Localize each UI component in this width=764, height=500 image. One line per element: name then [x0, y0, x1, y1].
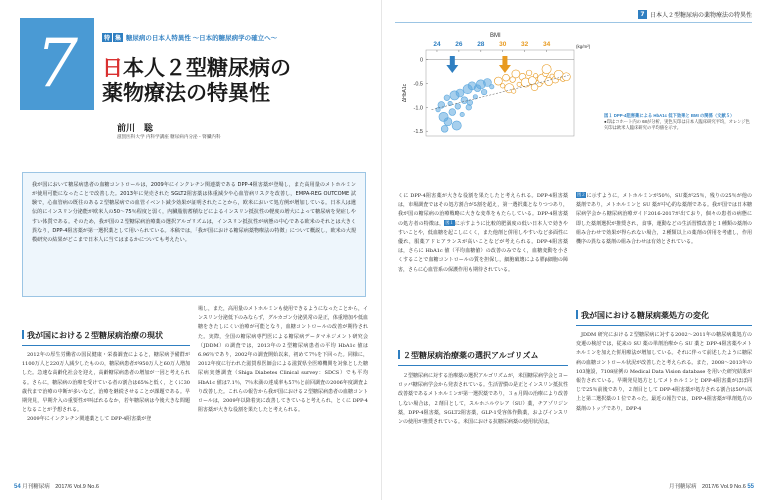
page-spine	[381, 0, 382, 500]
heading-bar	[22, 330, 24, 339]
y-tick-label: -1.0	[413, 105, 423, 112]
x-tick-label: 28	[477, 41, 485, 48]
scatter-point	[512, 70, 520, 78]
scatter-point	[531, 84, 538, 91]
x-tick-label: 34	[542, 41, 551, 48]
scatter-point	[526, 70, 532, 76]
body-column-2	[198, 305, 368, 477]
arrow-head	[499, 65, 511, 73]
x-axis-label: BMI	[490, 33, 501, 39]
chart-svg	[398, 28, 603, 146]
scatter-point	[455, 104, 461, 110]
x-tick-label: 24	[433, 41, 441, 48]
scatter-point	[481, 89, 487, 95]
section-heading-algorithm	[398, 350, 539, 361]
scatter-point	[444, 118, 452, 126]
title-line2: 薬物療法の特異性	[102, 81, 270, 105]
body-column-3-top	[398, 192, 568, 342]
paragraph-text: に示すように比較的肥満度の低い日本人で効きやすいことや，低血糖を起こしにくく，また他剤と併用しやすいなど多面性に優れ，服薬アドヒアランスが高いことなどが考えられる。DPP-4阻害薬は，さらに HbA1c 値（平均血糖値）の改善のみでなく，血糖変動を小さくすることで血糖コントロールの質を担保し，細胞破壊による膵β細胞の障害，さらに心血管系の保護作用も期待されている。	[398, 220, 568, 273]
section-rule	[22, 345, 190, 346]
arrow-shaft	[502, 56, 507, 65]
scatter-point	[452, 121, 461, 130]
scatter-point	[444, 95, 450, 101]
heading-bar	[398, 350, 400, 359]
figure-ref-2: 図２	[577, 192, 586, 197]
paragraph: JDDM 研究における２型糖尿病に対する2002～2011年の糖尿病薬処方の変遷の検討では，従来の SU 薬の単剤治療から SU 薬と DPP-4阻害薬やメトホルミンを加えた併用療法が増加している。それに伴って前述したように糖尿病の血糖コントロール状況が改善したと考えられる。また，2008～2013年の103施設，7108症例の Medical Data Vision database を用いた研究結果が報告されている。早期発見処方としてメトホルミンと DPP-4阻害薬がほぼ同じで25％前後であり，２剤目として DPP-4阻害薬が処方される割合は50％以上と第二選択薬の１位であった。最近の報告では，DPP-4阻害薬が単剤処方の薬剤のトップであり，DPP-4	[576, 332, 752, 412]
figure-caption	[604, 113, 754, 132]
scatter-point	[460, 112, 464, 116]
paragraph: ２型糖尿病に対する治療薬の選択アルゴリズムが，米国糖尿病学会とヨーロッパ糖尿病学会から発表されている。生活習慣の是正とインスリン抵抗性改善薬であるメトホルミンが第一選択薬であり，３ヵ月間の治療により改善しない場合は，２剤目として，スルホニルウレア（SU）薬，チアゾリジン薬，DPP-4阻害薬，SGLT2阻害薬，GLP-1受容体作動薬，およびインスリンの使用が推奨されている。米国における抗糖尿病薬の使用状況は，	[398, 373, 568, 426]
scatter-point	[441, 125, 448, 132]
feature-tag-2: 集	[113, 33, 123, 42]
feature-tag-1: 特	[102, 33, 112, 42]
scatter-point	[533, 74, 537, 78]
scatter-point	[512, 89, 516, 93]
section-heading-current-status	[22, 330, 163, 341]
left-footer-text: 月刊糖尿病 2017/6 Vol.9 No.6	[22, 484, 99, 490]
heading-bar	[576, 310, 578, 319]
right-page-number: 55	[747, 484, 754, 490]
feature-series-text: 糖尿病の日本人特異性 ～日本的糖尿病学の確立へ～	[125, 35, 278, 42]
scatter-point	[438, 102, 445, 109]
running-head-title: 日本人２型糖尿病の薬物療法の特異性	[649, 12, 752, 19]
scatter-point	[501, 84, 505, 88]
arrow-shaft	[450, 56, 455, 65]
body-column-4-bottom	[576, 331, 752, 477]
paragraph: 2009年にインクレチン関連薬として DPP-4阻害薬が登	[27, 416, 152, 423]
scatter-point	[449, 109, 456, 116]
x-axis-unit: (kg/m²)	[576, 44, 591, 49]
scatter-point	[503, 74, 510, 81]
x-tick-label: 26	[455, 41, 463, 48]
arrow-head	[446, 65, 458, 73]
paragraph: 場し，また，高用量のメトホルミンも使用できるようになったことから，インスリン分泌低下のみならず，グルカゴン分泌異常の是正，体重増加や低血糖をきたしにくい治療が可能となり，血糖コントロールの改善が期待された。実際，全国の糖尿病専門医による糖尿病データマネジメント研究会（JDDM）の調査では，2013年の２型糖尿病患者の平均 HbA1c 値は6.96％であり，2002年の調査開始以来，初めて7％を下回った。同様に，2012年度に行われた滋賀県医師会による滋賀県全医療機関を対象とした糖尿病実態調査（Shiga Diabetes Clinical survey：SDCS）でも平均 HbA1c 値は7.1％，7％未満の達成率も57％と前回調査の2006年度調査より改善した。これらの報告から我が国における２型糖尿病患者の血糖コントロールは，2009年以降着実に改善してきていると考えられ，とくに DPP-4阻害薬が大きな役割を果たしたと考えられる。	[198, 306, 368, 414]
article-title	[102, 56, 291, 106]
left-page-number: 54	[14, 484, 21, 490]
author-affiliation: 滋賀医科大学 内科学講座 糖尿病内分泌・腎臓内科	[117, 134, 221, 139]
paragraph-text: くに DPP-4阻害薬が大きな役割を果たしたと考えられる。DPP-4阻害薬は，市場調査ではその処方割合が5割を超え，第一選択薬となりつつあり，我が国の糖尿病の治療戦略に大きな変革をもたらしている。DPP-4阻害薬の処方者の特徴は，	[398, 193, 568, 227]
abstract-box	[22, 172, 366, 297]
scatter-point	[490, 85, 494, 89]
figure-ref-1: 図１	[445, 219, 454, 225]
scatter-point	[466, 105, 472, 111]
running-head-rule	[395, 22, 752, 23]
y-tick-label: 0	[419, 57, 423, 64]
scatter-point	[562, 73, 570, 81]
x-tick-label: 30	[499, 41, 507, 48]
right-footer-text: 月刊糖尿病 2017/6 Vol.9 No.6	[669, 484, 746, 490]
author-name: 前川 聡	[117, 124, 154, 134]
body-column-4-top	[576, 192, 752, 304]
body-column-1	[22, 351, 190, 477]
running-head-number: 7	[638, 10, 647, 19]
feature-series-label	[102, 33, 277, 42]
paragraph	[398, 192, 568, 275]
body-column-3-bottom	[398, 372, 568, 478]
scatter-point	[545, 78, 553, 86]
scatter-point	[494, 77, 502, 85]
abstract-text: 我が国において糖尿病患者の血糖コントロールは，2009年にインクレチン関連薬である DPP-4阻害薬が登場し，また高用量のメトホルミンが使用可能になったことで改善した。2013年に発売された SGLT2阻害薬は体重減少や心血管病リスクを改善し，EMPA-REG OUTCOME 試験で，心血管病の既往のある２型糖尿病での血管イベント減少効果が証明されたことから，欧米において処方例が増加している。日本人は遺伝的にインスリン分泌能が欧米人の50～75％程度と弱く，内臓脂肪蓄積などによるインスリン抵抗性の軽度の増大によって糖尿病を発症しやすい体質である。そのため，我が国の２型糖尿病治療薬の選択アルゴリズムは，インスリン抵抗性が病態の中心である欧米のそれとは大きく異なり，DPP-4阻害薬が第一選択薬として用いられている。本稿では，「我が国における糖尿病薬物療法の特徴」について概説し，欧米の大規模研究の結果がどこまで日本人に当てはまるかについても考えたい。	[32, 182, 356, 243]
title-line1: 本人２型糖尿病の	[123, 56, 291, 80]
bmi-hba1c-chart	[398, 28, 603, 146]
scatter-point	[517, 82, 521, 86]
x-tick-label: 32	[521, 41, 529, 48]
scatter-point	[456, 89, 464, 97]
section-heading-prescription-changes	[576, 310, 709, 321]
scatter-point	[542, 65, 551, 74]
scatter-point	[461, 97, 468, 104]
y-tick-label: -1.5	[413, 129, 423, 136]
section-rule	[398, 365, 568, 366]
left-footer	[14, 482, 99, 490]
paragraph	[576, 192, 752, 247]
paragraph-text: に示すように，メトホルミンが50％，SU薬が25％，残りの25％が他の薬剤であり，メトホルミンと SU 薬が中心的な薬剤である。我が国では日本糖尿病学会から糖尿病治療ガイド2016-2017が出ており，個々の患者の病態に即した薬剤選択が推奨され，食事，運動などの生活習慣改善と１種類の薬剤の組み合わせで効果が得られない場合，２種類以上の薬剤の併用を考慮し，作用機序の異なる薬剤の組み合わせは有効とされている。	[576, 193, 752, 246]
y-tick-label: -0.5	[413, 81, 423, 88]
figure-caption-body: ●印はコホート内の 68が分析，実色矢印は日本人臨床研究平均，オレンジ色矢印は欧米人臨床研究の平均値を示す。	[604, 119, 750, 131]
section-heading-text: 我が国における糖尿病薬処方の変化	[581, 311, 709, 320]
y-axis-label: ΔHbA1c	[402, 83, 408, 103]
running-head	[638, 10, 752, 19]
paragraph: 2012年の厚生労働省の国民健康・栄養調査によると，糖尿病予備群が1100万人と220万人減少したものの，糖尿病患者が950万人と60万人増加した。急速な高齢化社会を迎え，高齢糖尿病患者の増加が一因と考えられる。さらに，糖尿病の治療を受けている者の割合は65%と低く，とくに30歳代まで治療の中断が多いなど，治療を継続させることが課題である。早期発見，早期介入の重要性が叫ばれるなか，若年糖尿病は今後大きな問題となることが予想される。	[22, 352, 190, 414]
section-heading-text: ２型糖尿病治療薬の選択アルゴリズム	[403, 351, 539, 360]
title-first-char: 日	[102, 56, 123, 80]
section-heading-text: 我が国における２型糖尿病治療の現状	[27, 331, 163, 340]
chapter-number: 7	[20, 18, 94, 110]
figure-caption-title: 図１ DPP-4阻害薬による HbA1c 低下効果と BMI の関係（文献５）	[604, 113, 735, 118]
section-rule	[576, 325, 752, 326]
right-footer	[669, 482, 754, 490]
